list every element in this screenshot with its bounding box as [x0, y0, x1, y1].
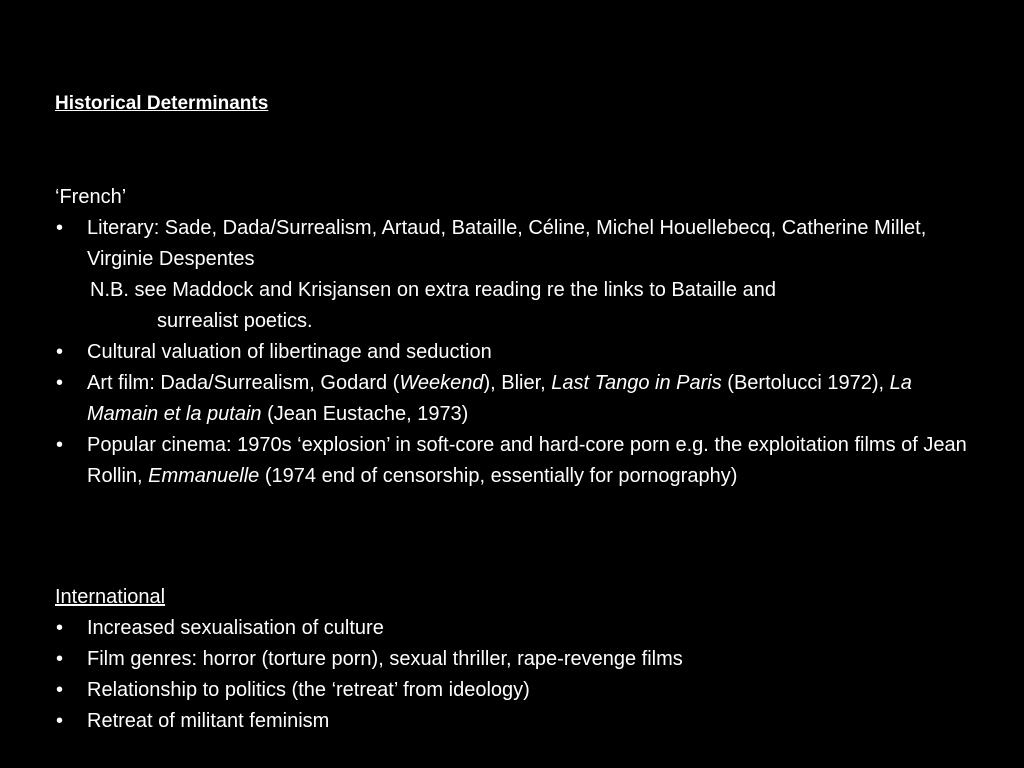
french-heading: ‘French’: [55, 186, 127, 208]
international-item-text: Retreat of militant feminism: [87, 710, 330, 732]
list-item: [55, 644, 985, 675]
list-item: [55, 613, 985, 644]
nb-note: [55, 275, 985, 337]
film-title-last-tango: Last Tango in Paris: [551, 372, 722, 394]
list-item-literary: [55, 213, 985, 275]
international-item-text: Film genres: horror (torture porn), sexual thriller, rape-revenge films: [87, 648, 683, 670]
bullet-icon: •: [56, 710, 64, 732]
list-item-popular: [55, 430, 985, 492]
international-item-text: Relationship to politics (the ‘retreat’ from ideology): [87, 679, 530, 701]
french-section: [55, 182, 985, 492]
international-list: [55, 613, 985, 737]
film-title-weekend: Weekend: [399, 372, 484, 394]
artfilm-text-1: Art film: Dada/Surrealism, Godard (: [87, 372, 400, 394]
cultural-text: Cultural valuation of libertinage and seduction: [87, 341, 492, 363]
bullet-icon: •: [56, 617, 64, 639]
bullet-icon: •: [56, 679, 64, 701]
bullet-icon: •: [56, 648, 64, 670]
french-list: [55, 213, 985, 275]
bullet-icon: •: [56, 341, 64, 363]
slide-title: Historical Determinants: [55, 93, 269, 114]
film-title-emmanuelle: Emmanuelle: [148, 465, 260, 487]
list-item: [55, 706, 985, 737]
international-section: [55, 582, 985, 737]
bullet-icon: •: [56, 217, 64, 239]
film-title-la-mamain: La Mamain et la putain: [87, 372, 912, 425]
international-item-text: Increased sexualisation of culture: [87, 617, 384, 639]
artfilm-text-2: ), Blier,: [483, 372, 552, 394]
list-item: [55, 675, 985, 706]
literary-text: Literary: Sade, Dada/Surrealism, Artaud, Bataille, Céline, Michel Houellebecq, Catherine Millet, Virginie Despentes: [87, 217, 927, 270]
bullet-icon: •: [56, 434, 64, 456]
nb-note-line2: surrealist poetics.: [157, 310, 313, 332]
nb-note-line1: N.B. see Maddock and Krisjansen on extra reading re the links to Bataille and: [90, 279, 776, 301]
bullet-icon: •: [56, 372, 64, 394]
popular-text-2: (1974 end of censorship, essentially for pornography): [259, 465, 738, 487]
artfilm-text-3: (Bertolucci 1972),: [721, 372, 890, 394]
popular-text-1: Popular cinema: 1970s ‘explosion’ in soft-core and hard-core porn e.g. the exploitation films of Jean Rollin,: [87, 434, 967, 487]
french-list-continued: [55, 337, 985, 492]
list-item-cultural: [55, 337, 985, 368]
international-heading: International: [55, 586, 166, 608]
list-item-artfilm: [55, 368, 985, 430]
artfilm-text-4: (Jean Eustache, 1973): [261, 403, 469, 425]
